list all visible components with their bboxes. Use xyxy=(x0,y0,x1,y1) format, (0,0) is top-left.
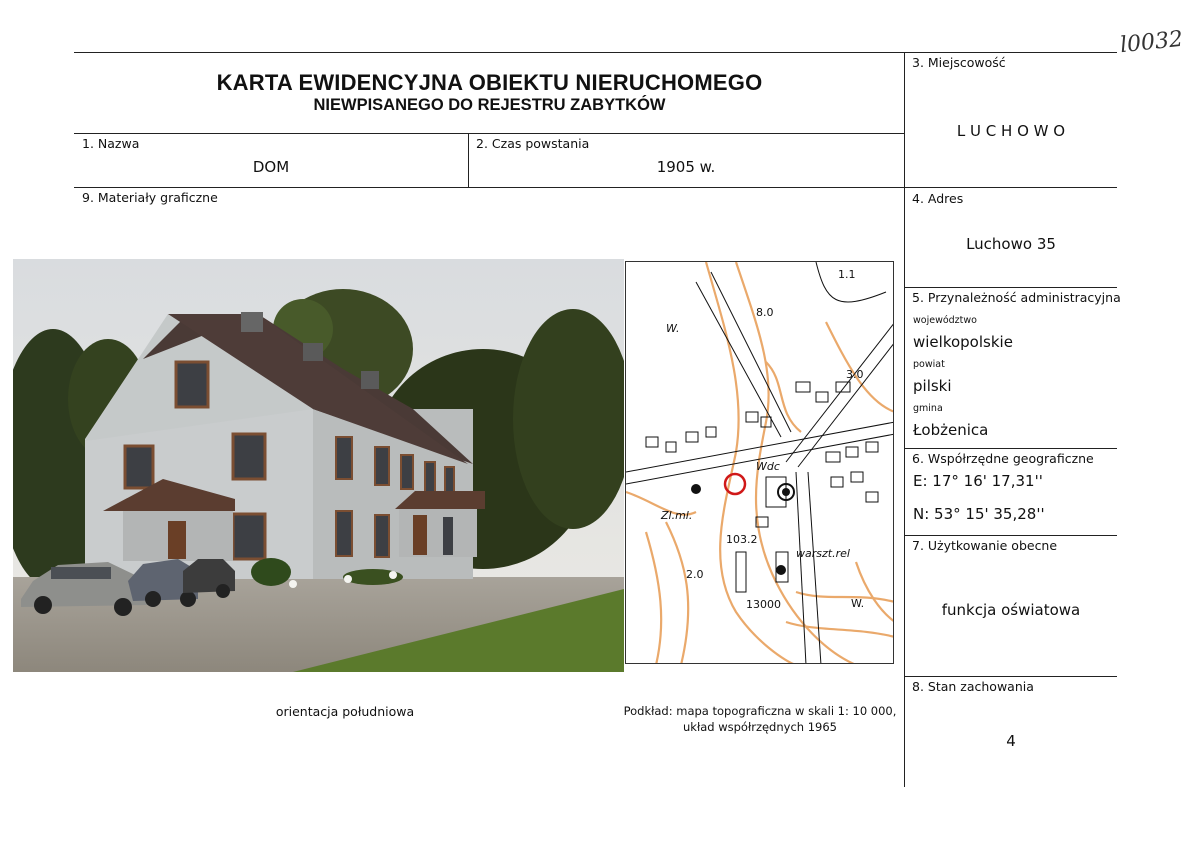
gmina-value: Łobżenica xyxy=(913,421,989,439)
svg-text:3.0: 3.0 xyxy=(846,368,864,381)
map-label xyxy=(796,547,850,560)
coord-n: N: 53° 15' 35,28'' xyxy=(913,505,1045,523)
czas-label: 2. Czas powstania xyxy=(476,136,590,151)
stan-value: 4 xyxy=(1006,732,1016,750)
rule-sec8 xyxy=(904,676,1117,677)
uzytkowanie-value: funkcja oświatowa xyxy=(941,601,1081,619)
powiat-label: powiat xyxy=(913,359,945,370)
card-subtitle: NIEWPISANEGO DO REJESTRU ZABYTKÓW xyxy=(313,96,666,114)
card-title: KARTA EWIDENCYJNA OBIEKTU NIERUCHOMEGO xyxy=(216,70,763,95)
svg-text:Zl.ml.: Zl.ml. xyxy=(661,509,693,522)
rule-top xyxy=(74,52,1117,53)
czas-value: 1905 w. xyxy=(656,158,716,176)
wojewodztwo-value: wielkopolskie xyxy=(913,333,1013,351)
map-label xyxy=(838,268,856,281)
map-label xyxy=(746,598,781,611)
miejscowosc-value: L U C H O W O xyxy=(956,122,1066,140)
map-caption-line1: Podkład: mapa topograficzna w skali 1: 10 000, xyxy=(623,704,897,718)
rule-header-bottom xyxy=(74,133,905,134)
wojewodztwo-label: województwo xyxy=(913,315,977,326)
map-label xyxy=(660,509,692,522)
svg-text:13000: 13000 xyxy=(746,598,781,611)
przynaleznosc-label: 5. Przynależność administracyjna xyxy=(912,290,1121,305)
map-caption-line2: układ współrzędnych 1965 xyxy=(683,720,837,734)
svg-text:103.2: 103.2 xyxy=(726,533,758,546)
nazwa-value: DOM xyxy=(252,158,290,176)
adres-value: Luchowo 35 xyxy=(966,235,1056,253)
map-label xyxy=(756,460,780,473)
svg-text:8.0: 8.0 xyxy=(756,306,774,319)
coord-e: E: 17° 16' 17,31'' xyxy=(913,472,1043,490)
svg-text:W.: W. xyxy=(851,597,865,610)
miejscowosc-label: 3. Miejscowość xyxy=(912,55,1006,70)
rule-sec7 xyxy=(904,535,1117,536)
map-label xyxy=(846,368,864,381)
gmina-label: gmina xyxy=(913,403,943,414)
svg-text:warszt.rel: warszt.rel xyxy=(796,547,850,560)
materialy-label: 9. Materiały graficzne xyxy=(82,190,218,205)
rule-row1-bottom xyxy=(74,187,1117,188)
powiat-value: pilski xyxy=(913,377,952,395)
nazwa-label: 1. Nazwa xyxy=(82,136,140,151)
map-label xyxy=(666,322,679,335)
stan-label: 8. Stan zachowania xyxy=(912,679,1034,694)
adres-label: 4. Adres xyxy=(912,191,964,206)
svg-text:1.1: 1.1 xyxy=(838,268,856,281)
rule-sec6 xyxy=(904,448,1117,449)
svg-text:W.: W. xyxy=(666,322,680,335)
svg-text:2.0: 2.0 xyxy=(686,568,704,581)
uzytkowanie-label: 7. Użytkowanie obecne xyxy=(912,538,1058,553)
map-label xyxy=(686,568,704,581)
map-label xyxy=(756,306,774,319)
handwritten-number: l0032 xyxy=(1118,26,1185,59)
topographic-map xyxy=(625,261,894,664)
rule-sec4 xyxy=(904,287,1117,288)
svg-text:Wdc: Wdc xyxy=(756,460,780,473)
photo-caption: orientacja południowa xyxy=(275,704,415,719)
map-label xyxy=(726,533,758,546)
wspolrzedne-label: 6. Współrzędne geograficzne xyxy=(912,451,1094,466)
building-photo xyxy=(13,259,624,672)
map-label xyxy=(851,597,864,610)
